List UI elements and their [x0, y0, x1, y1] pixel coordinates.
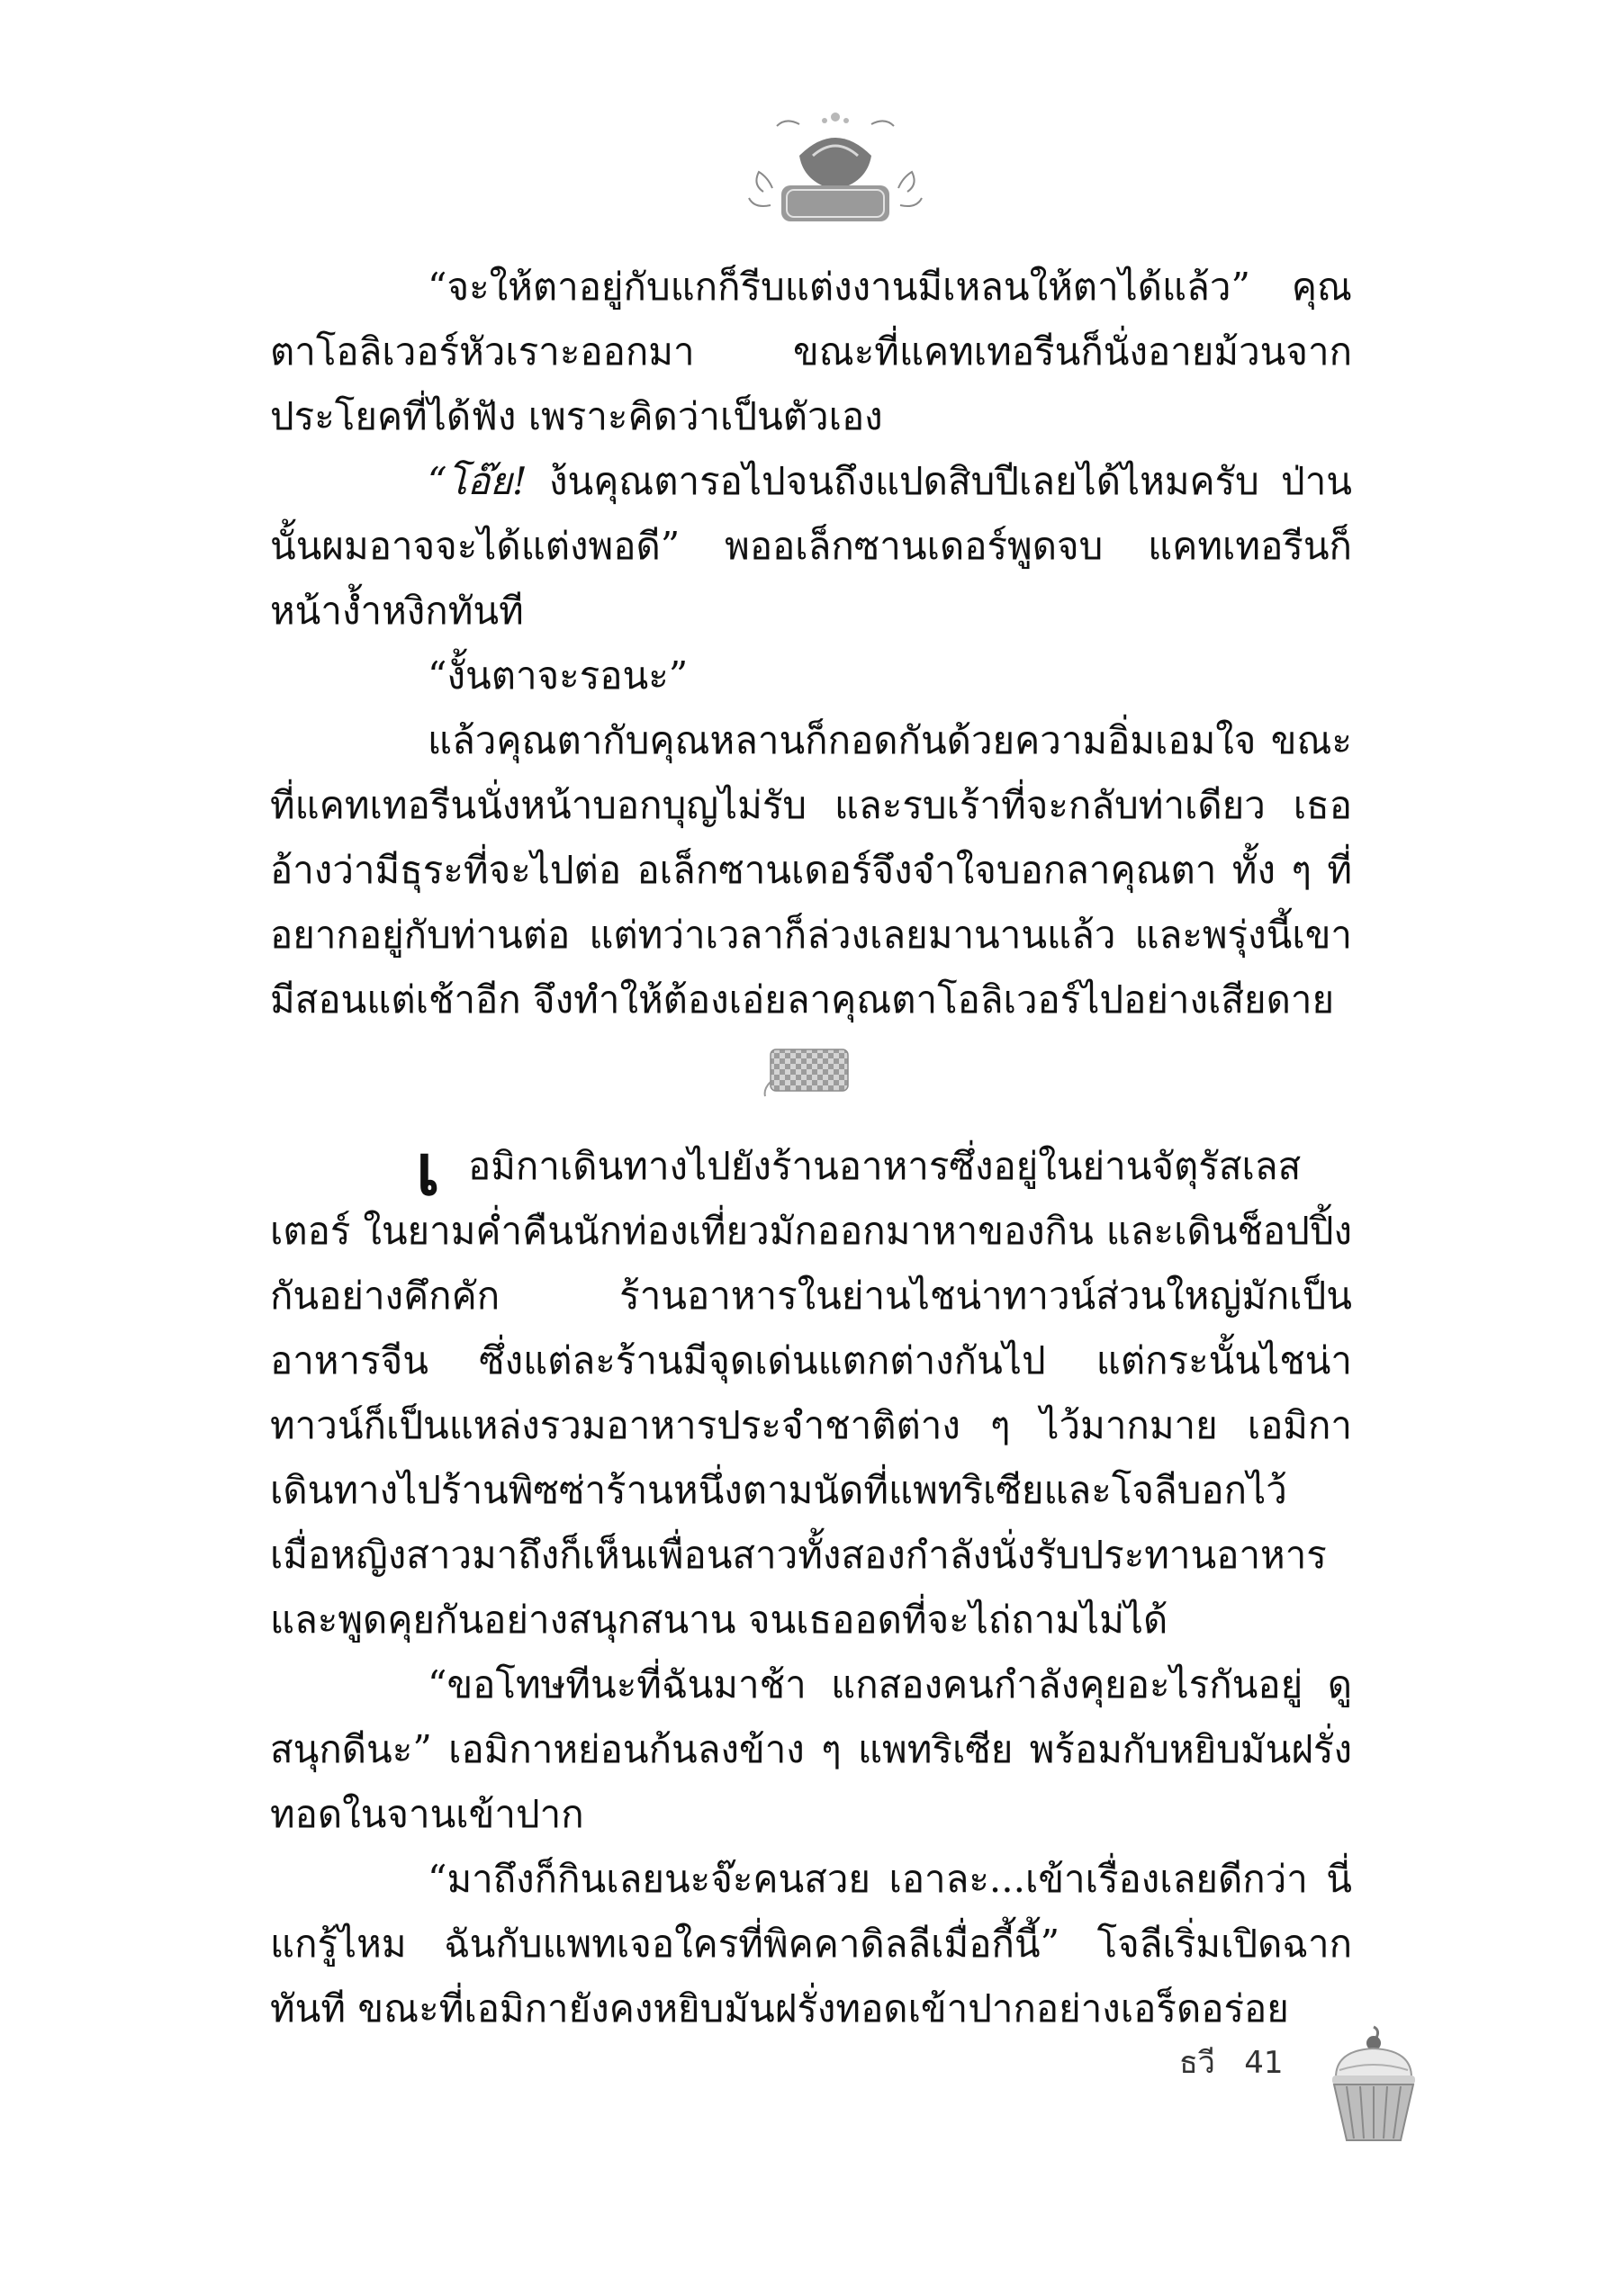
paragraph-text: ง้นคุณตารอไปจนถึงแปดสิบปีเลยได้ไหมครับ ป่านนั้นผมอาจจะได้แต่งพอดี” พออเล็กซานเดอร์พูดจบ แคทเทอรีนก็หน้าง้ำหงิกทันที — [270, 459, 1352, 633]
checkered-wallet-divider-icon — [763, 1042, 853, 1098]
paragraph: “มาถึงก็กินเลยนะจ๊ะคนสวย เอาละ...เข้าเรื่องเลยดีกว่า นี่แกรู้ไหม ฉันกับแพทเจอใครที่พิคคาดิลลีเมื่อกี้นี้” โจลีเริ่มเปิดฉากทันที ขณะที่เอมิกายังคงหยิบมันฝรั่งทอดเข้าปากอย่างเอร็ดอร่อย — [270, 1857, 1352, 2030]
italic-exclamation: “โอ๊ย! — [428, 459, 527, 503]
page-footer — [1179, 2038, 1284, 2086]
paragraph: “จะให้ตาอยู่กับแกก็รีบแต่งงานมีเหลนให้ตาได้แล้ว” คุณตาโอลิเวอร์หัวเราะออกมา ขณะที่แคทเทอรีนก็นั่งอายม้วนจากประโยคที่ได้ฟัง เพราะคิดว่าเป็นตัวเอง — [270, 265, 1352, 438]
drop-cap: เ — [416, 1130, 440, 1211]
section-1-text — [270, 255, 1352, 1032]
page-number: 41 — [1244, 2045, 1284, 2081]
paragraph: แล้วคุณตากับคุณหลานก็กอดกันด้วยความอิ่มเอมใจ ขณะที่แคทเทอรีนนั่งหน้าบอกบุญไม่รับ และรบเร้าที่จะกลับท่าเดียว เธออ้างว่ามีธุระที่จะไปต่อ อเล็กซานเดอร์จึงจำใจบอกลาคุณตา ทั้ง ๆ ที่อยากอยู่กับท่านต่อ แต่ทว่าเวลาก็ล่วงเลยมานานแล้ว และพรุ่งนี้เขามีสอนแต่เช้าอีก จึงทำให้ต้องเอ่ยลาคุณตาโอลิเวอร์ไปอย่างเสียดาย — [270, 718, 1352, 1022]
paragraph: อมิกาเดินทางไปยังร้านอาหารซึ่งอยู่ในย่านจัตุรัสเลสเตอร์ ในยามค่ำคืนนักท่องเที่ยวมักออกมาหาของกิน และเดินช็อปปิ้งกันอย่างคึกคัก ร้านอาหารในย่านไชน่าทาวน์ส่วนใหญ่มักเป็นอาหารจีน ซึ่งแต่ละร้านมีจุดเด่นแตกต่างกันไป แต่กระนั้นไชน่าทาวน์ก็เป็นแหล่งรวมอาหารประจำชาติต่าง ๆ ไว้มากมาย เอมิกาเดินทางไปร้านพิซซ่าร้านหนึ่งตามนัดที่แพทริเซียและโจลีบอกไว้ เมื่อหญิงสาวมาถึงก็เห็นเพื่อนสาวทั้งสองกำลังนั่งรับประทานอาหาร และพูดคุยกันอย่างสนุกสนาน จนเธออดที่จะไถ่ถามไม่ได้ — [270, 1144, 1352, 1642]
cupcake-icon — [1320, 2021, 1428, 2147]
section-2-text — [270, 1130, 1352, 2041]
paragraph: “ขอโทษทีนะที่ฉันมาช้า แกสองคนกำลังคุยอะไรกันอยู่ ดูสนุกดีนะ” เอมิกาหย่อนก้นลงข้าง ๆ แพทริเซีย พร้อมกับหยิบมันฝรั่งทอดในจานเข้าปาก — [270, 1662, 1352, 1836]
ornament-logo-icon — [745, 106, 925, 237]
author-name: ธวี — [1179, 2045, 1215, 2081]
paragraph: “งั้นตาจะรอนะ” — [428, 653, 689, 698]
paragraph — [270, 449, 1352, 644]
